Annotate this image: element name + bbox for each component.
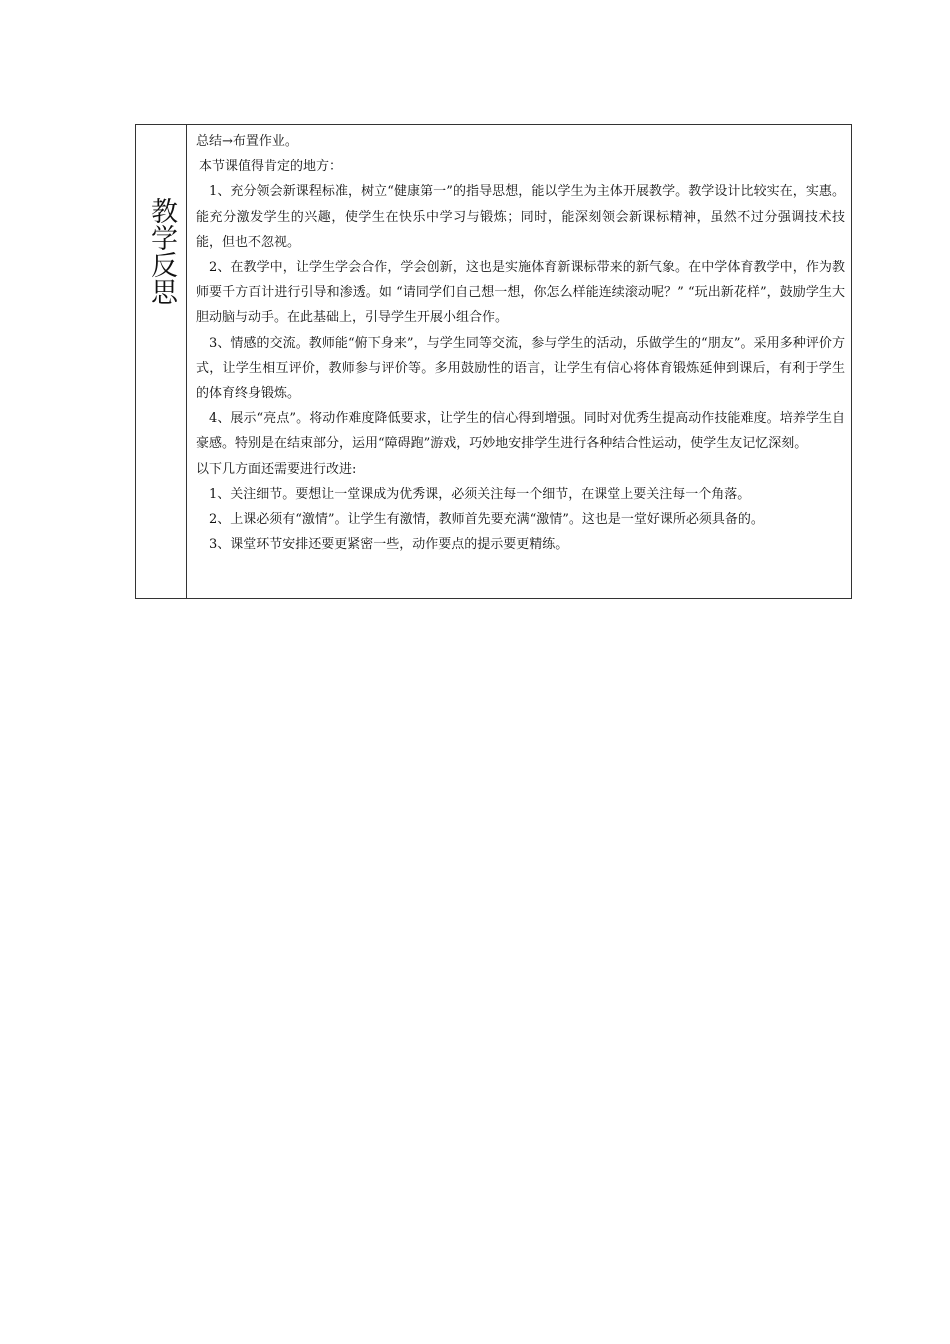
- positive-point-4: 4、展示“亮点”。将动作难度降低要求，让学生的信心得到增强。同时对优秀生提高动作技能难度。培养学生自豪感。特别是在结束部分，运用“障碍跑”游戏，巧妙地安排学生进行各种结合性运动，使学生友记忆深刻。: [196, 411, 845, 452]
- positive-point-3: 3、情感的交流。教师能“俯下身来”，与学生同等交流，参与学生的活动，乐做学生的“朋友”。采用多种评价方式，让学生相互评价，教师参与评价等。多用鼓励性的语言，让学生有信心将体育锻炼延伸到课后，有利于学生的体育终身锻炼。: [196, 335, 845, 402]
- positive-heading: 本节课值得肯定的地方：: [199, 159, 343, 175]
- improve-point-3: 3、课堂环节安排还要更紧密一些，动作要点的提示要更精练。: [209, 537, 569, 553]
- section-label: 教学反思: [146, 197, 177, 305]
- section-label-cell: [136, 125, 187, 598]
- positive-point-2: 2、在教学中，让学生学会合作，学会创新，这也是实施体育新课标带来的新气象。在中学体育教学中，作为教师要千方百计进行引导和渗透。如 “请同学们自己想一想，你怎么样能连续滚动呢？” “玩出新花样”，鼓励学生大胆动脑与动手。在此基础上，引导学生开展小组合作。: [196, 260, 845, 326]
- reflection-content-cell: [187, 125, 851, 598]
- positive-point-1: 1、充分领会新课程标准，树立“健康第一”的指导思想，能以学生为主体开展教学。教学设计比较实在，实惠。能充分激发学生的兴趣，使学生在快乐中学习与锻炼；同时，能深刻领会新课标精神，虽然不过分强调技术技能，但也不忽视。: [196, 184, 845, 250]
- improve-point-2: 2、上课必须有“激情”。让学生有激情，教师首先要充满“激情”。这也是一堂好课所必须具备的。: [209, 512, 764, 528]
- improve-point-1: 1、关注细节。要想让一堂课成为优秀课，必须关注每一个细节，在课堂上要关注每一个角落。: [209, 486, 751, 502]
- reflection-table: [135, 124, 852, 599]
- summary-line: 总结→布置作业。: [196, 134, 298, 149]
- improve-heading: 以下几方面还需要进行改进:: [196, 461, 357, 477]
